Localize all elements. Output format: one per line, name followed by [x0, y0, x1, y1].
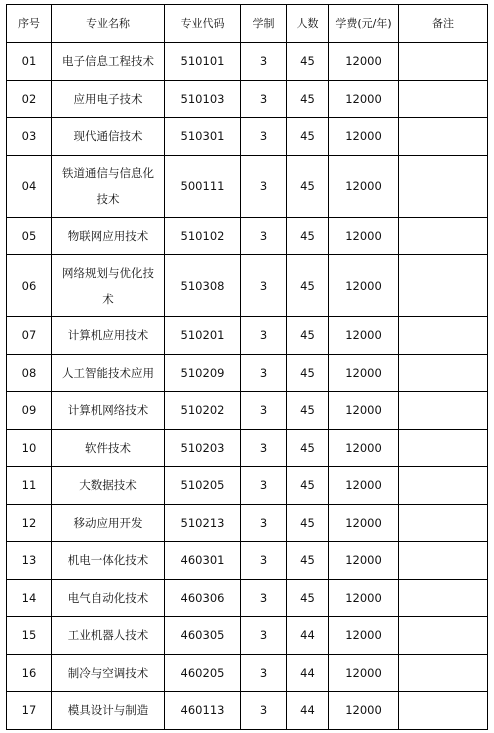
- cell-years: 3: [241, 317, 287, 355]
- cell-note: [399, 542, 488, 580]
- cell-code: 460306: [165, 579, 241, 617]
- cell-no: 02: [7, 80, 52, 118]
- cell-count: 45: [287, 43, 329, 81]
- cell-fee: 12000: [329, 155, 399, 217]
- cell-count: 44: [287, 654, 329, 692]
- cell-count: 44: [287, 692, 329, 730]
- cell-name: 人工智能技术应用: [52, 354, 165, 392]
- cell-years: 3: [241, 217, 287, 255]
- cell-name: 应用电子技术: [52, 80, 165, 118]
- cell-years: 3: [241, 542, 287, 580]
- header-years: 学制: [241, 5, 287, 43]
- cell-count: 45: [287, 217, 329, 255]
- cell-no: 09: [7, 392, 52, 430]
- cell-note: [399, 692, 488, 730]
- cell-no: 12: [7, 504, 52, 542]
- cell-years: 3: [241, 579, 287, 617]
- cell-code: 510308: [165, 255, 241, 317]
- cell-years: 3: [241, 692, 287, 730]
- header-row: [7, 5, 488, 43]
- cell-no: 14: [7, 579, 52, 617]
- cell-code: 460205: [165, 654, 241, 692]
- cell-count: 45: [287, 317, 329, 355]
- cell-years: 3: [241, 354, 287, 392]
- cell-fee: 12000: [329, 118, 399, 156]
- cell-fee: 12000: [329, 255, 399, 317]
- cell-years: 3: [241, 654, 287, 692]
- table-row: [7, 654, 488, 692]
- cell-years: 3: [241, 504, 287, 542]
- cell-count: 45: [287, 392, 329, 430]
- cell-years: 3: [241, 118, 287, 156]
- cell-count: 45: [287, 504, 329, 542]
- table-row: [7, 429, 488, 467]
- cell-fee: 12000: [329, 504, 399, 542]
- table-row: [7, 155, 488, 217]
- cell-years: 3: [241, 392, 287, 430]
- cell-fee: 12000: [329, 354, 399, 392]
- cell-fee: 12000: [329, 80, 399, 118]
- cell-name: 模具设计与制造: [52, 692, 165, 730]
- cell-code: 460305: [165, 617, 241, 655]
- table-row: [7, 217, 488, 255]
- cell-years: 3: [241, 43, 287, 81]
- cell-fee: 12000: [329, 654, 399, 692]
- enrollment-table: [6, 4, 488, 730]
- table-row: [7, 255, 488, 317]
- cell-count: 45: [287, 467, 329, 505]
- header-fee: 学费(元/年): [329, 5, 399, 43]
- cell-code: 500111: [165, 155, 241, 217]
- cell-fee: 12000: [329, 429, 399, 467]
- cell-note: [399, 118, 488, 156]
- cell-fee: 12000: [329, 317, 399, 355]
- cell-note: [399, 654, 488, 692]
- table-row: [7, 392, 488, 430]
- cell-code: 460113: [165, 692, 241, 730]
- cell-no: 13: [7, 542, 52, 580]
- cell-note: [399, 217, 488, 255]
- cell-note: [399, 617, 488, 655]
- cell-fee: 12000: [329, 542, 399, 580]
- cell-no: 16: [7, 654, 52, 692]
- cell-code: 510102: [165, 217, 241, 255]
- cell-name: 大数据技术: [52, 467, 165, 505]
- cell-no: 04: [7, 155, 52, 217]
- cell-fee: 12000: [329, 43, 399, 81]
- cell-no: 06: [7, 255, 52, 317]
- cell-name: 网络规划与优化技术: [52, 255, 165, 317]
- cell-code: 510205: [165, 467, 241, 505]
- cell-code: 510201: [165, 317, 241, 355]
- cell-code: 510213: [165, 504, 241, 542]
- header-code: 专业代码: [165, 5, 241, 43]
- table-row: [7, 354, 488, 392]
- cell-note: [399, 80, 488, 118]
- cell-note: [399, 43, 488, 81]
- cell-name: 工业机器人技术: [52, 617, 165, 655]
- cell-fee: 12000: [329, 467, 399, 505]
- cell-code: 460301: [165, 542, 241, 580]
- cell-name: 铁道通信与信息化技术: [52, 155, 165, 217]
- cell-no: 08: [7, 354, 52, 392]
- cell-count: 45: [287, 542, 329, 580]
- cell-note: [399, 429, 488, 467]
- cell-code: 510101: [165, 43, 241, 81]
- cell-years: 3: [241, 617, 287, 655]
- table-row: [7, 617, 488, 655]
- cell-fee: 12000: [329, 579, 399, 617]
- cell-years: 3: [241, 429, 287, 467]
- cell-count: 45: [287, 429, 329, 467]
- cell-count: 45: [287, 155, 329, 217]
- table-row: [7, 43, 488, 81]
- cell-no: 15: [7, 617, 52, 655]
- cell-count: 45: [287, 354, 329, 392]
- cell-name: 物联网应用技术: [52, 217, 165, 255]
- cell-note: [399, 255, 488, 317]
- cell-years: 3: [241, 80, 287, 118]
- cell-count: 45: [287, 255, 329, 317]
- cell-note: [399, 467, 488, 505]
- cell-note: [399, 392, 488, 430]
- cell-no: 03: [7, 118, 52, 156]
- cell-count: 45: [287, 80, 329, 118]
- cell-code: 510202: [165, 392, 241, 430]
- cell-no: 10: [7, 429, 52, 467]
- header-name: 专业名称: [52, 5, 165, 43]
- table-row: [7, 317, 488, 355]
- cell-name: 制冷与空调技术: [52, 654, 165, 692]
- cell-code: 510103: [165, 80, 241, 118]
- cell-note: [399, 354, 488, 392]
- cell-fee: 12000: [329, 692, 399, 730]
- cell-count: 45: [287, 118, 329, 156]
- cell-note: [399, 317, 488, 355]
- cell-name: 机电一体化技术: [52, 542, 165, 580]
- cell-no: 17: [7, 692, 52, 730]
- cell-name: 电气自动化技术: [52, 579, 165, 617]
- cell-years: 3: [241, 155, 287, 217]
- header-no: 序号: [7, 5, 52, 43]
- table-row: [7, 504, 488, 542]
- cell-name: 移动应用开发: [52, 504, 165, 542]
- cell-code: 510301: [165, 118, 241, 156]
- table-row: [7, 80, 488, 118]
- cell-fee: 12000: [329, 392, 399, 430]
- cell-name: 计算机网络技术: [52, 392, 165, 430]
- table-row: [7, 118, 488, 156]
- cell-name: 计算机应用技术: [52, 317, 165, 355]
- cell-no: 01: [7, 43, 52, 81]
- cell-name: 软件技术: [52, 429, 165, 467]
- cell-fee: 12000: [329, 617, 399, 655]
- cell-name: 现代通信技术: [52, 118, 165, 156]
- cell-count: 44: [287, 617, 329, 655]
- table-row: [7, 542, 488, 580]
- cell-no: 05: [7, 217, 52, 255]
- cell-fee: 12000: [329, 217, 399, 255]
- header-count: 人数: [287, 5, 329, 43]
- cell-note: [399, 579, 488, 617]
- cell-years: 3: [241, 255, 287, 317]
- cell-years: 3: [241, 467, 287, 505]
- cell-no: 11: [7, 467, 52, 505]
- cell-note: [399, 155, 488, 217]
- table-row: [7, 579, 488, 617]
- cell-name: 电子信息工程技术: [52, 43, 165, 81]
- table-row: [7, 692, 488, 730]
- cell-count: 45: [287, 579, 329, 617]
- cell-note: [399, 504, 488, 542]
- table-row: [7, 467, 488, 505]
- cell-code: 510209: [165, 354, 241, 392]
- header-note: 备注: [399, 5, 488, 43]
- cell-code: 510203: [165, 429, 241, 467]
- cell-no: 07: [7, 317, 52, 355]
